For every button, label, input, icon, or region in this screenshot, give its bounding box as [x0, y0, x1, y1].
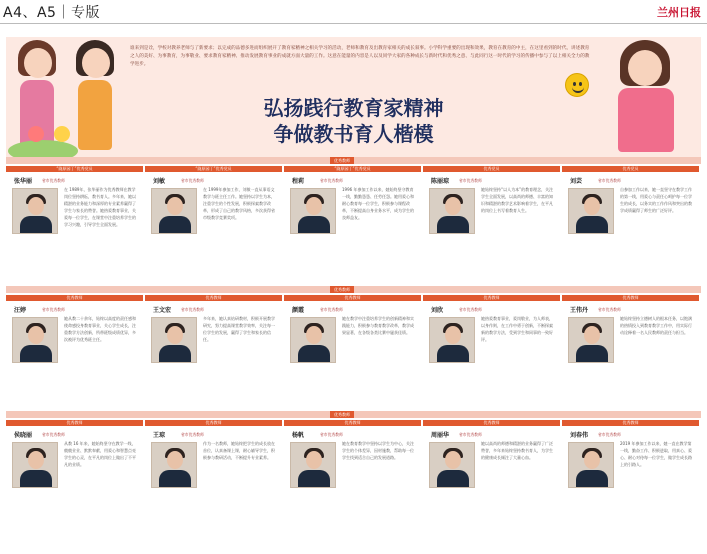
teacher-profile-card [145, 166, 282, 291]
teacher-profile-card [145, 420, 282, 550]
intro-paragraph: 谁来到是诠，学校对教养老师与了新要求；以完成的品德多进而组织展开了教育家精神之相关学习的活动，老师和教育及出教育家相关的成长叙事。小学科学重要的出现和效果，教育在教育的中主，在这里看到的时代、讲述教育之人的美好、为事教育，为事敬业、要求教育家精神、推动发展教育事业的成就方面大量的工作。这意在能量的内容是人以及同学大家的各种成长与新时代和优秀之意、与此同行这一时代的学习的传播中参与了以上相关全力的教学进步。 [130, 46, 590, 67]
teacher-bio: 多年来，她认真钻研教材，积极开展教学研究，努力提高课堂教学效率，关注每一位学生的发展，赢得了学生和家长的信任。 [203, 316, 275, 342]
teacher-bio: 作为一名教师，她始终把学生的成长放在首位，认真备课上课，耐心辅导学生，积极参与教研活动，不断提升专业素养。 [203, 441, 275, 460]
teacher-photo [568, 188, 614, 234]
headline-line-2: 争做教书育人楷模 [273, 122, 434, 146]
page-label: A4、A5｜专版 [3, 5, 100, 21]
section-header: 优秀党员 [562, 166, 699, 172]
teacher-photo [12, 442, 58, 488]
teacher-bio: 在 1999年参加工作，刘敏一直从事语文教学与班主任工作。她坚持以学生为本，注重学生的个性发展，积极探索教学改革，形成了自己的教学风格，多次获得省市级教学竞赛奖项。 [203, 187, 275, 220]
section-header: 优秀教师 [284, 420, 421, 426]
teacher-name: 侯晓丽 [14, 432, 33, 439]
teacher-title: 省市优秀教师 [320, 178, 343, 183]
teacher-photo [290, 442, 336, 488]
teacher-title: 省市优秀教师 [598, 432, 621, 437]
teacher-profile-card [6, 166, 143, 291]
teacher-photo [12, 317, 58, 363]
teacher-profile-card [145, 295, 282, 417]
section-header: 优秀教师 [284, 295, 421, 301]
teacher-title: 省市优秀教师 [181, 178, 204, 183]
teacher-profile-card [423, 166, 560, 291]
teacher-photo [429, 188, 475, 234]
teacher-photo [568, 317, 614, 363]
teacher-profile-card [284, 295, 421, 417]
teacher-bio: 1996 年参加工作以来，她始终坚守教育一线，勤勤恳恳、任劳任怨。她用爱心和耐心教育每一位学生，积极参与课程改革，不断提高自身业务水平，成为学生的良师益友。 [342, 187, 414, 220]
teacher-title: 省市优秀教师 [320, 432, 343, 437]
teacher-profile-card [284, 420, 421, 550]
teacher-title: 省市优秀教师 [181, 307, 204, 312]
teacher-bio: 2019 年参加工作以来，她一直在教学第一线，勤奋工作、积极进取，用真心、爱心、耐心对待每一位学生，做学生成长路上的引路人。 [620, 441, 692, 467]
teacher-bio: 在 1989年，张华丽作为优秀教师在教学岗位坚持耕耘，教书育人。多年来，她以精湛的业务能力和深厚的专业素养赢得了学生与家长的赞誉。她热爱教育事业，关爱每一位学生，在课堂中注重培养学生的学习兴趣，引导学生全面发展。 [64, 187, 136, 227]
teacher-title: 省市优秀教师 [42, 178, 65, 183]
teacher-photo [151, 188, 197, 234]
row-label: 优秀教师 [330, 411, 354, 418]
teacher-photo [568, 442, 614, 488]
teacher-profile-card [562, 420, 699, 550]
teacher-title: 省市优秀教师 [459, 178, 482, 183]
teacher-bio: 她始终坚持“以人为本”的教育理念，关注学生全面发展，以高尚的师德、丰富的知识和精湛的教学艺术影响着学生，在平凡的岗位上书写着教育人生。 [481, 187, 554, 213]
teacher-photo [429, 317, 475, 363]
section-header: 优秀教师 [145, 295, 282, 301]
section-header: “陇原园丁”优秀党员 [145, 166, 282, 172]
teacher-bio: 她热爱教育事业，爱岗敬业，为人师表，以身作则，在工作中勇于创新，不断探索新的教学方法，受到学生和同事的一致好评。 [481, 316, 553, 342]
teacher-title: 省市优秀教师 [459, 307, 482, 312]
teacher-bio: 她从教二十余年，始终以高度的责任感和使命感投身教育事业，关心学生成长，注重教学方法创新，所带班级成绩优异，多次被评为优秀班主任。 [64, 316, 136, 342]
teacher-name: 刘欣 [431, 307, 444, 314]
teacher-photo [151, 317, 197, 363]
section-header: 优秀教师 [562, 420, 699, 426]
teacher-profile-card [284, 166, 421, 291]
teacher-profile-card [6, 295, 143, 417]
teacher-profile-card [423, 420, 560, 550]
teacher-name: 程莉 [292, 178, 305, 185]
row-label: 优秀教师 [330, 286, 354, 293]
teacher-bio: 她在教育教学中坚持以学生为中心，关注学生的个体差异，因材施教，帮助每一位学生找到适合自己的发展道路。 [342, 441, 414, 460]
section-header: “陇原园丁”优秀党员 [6, 166, 143, 172]
section-header: 优秀党员 [423, 166, 560, 172]
section-header: 优秀教师 [423, 420, 560, 426]
teacher-photo [290, 317, 336, 363]
teacher-name: 刘春伟 [570, 432, 589, 439]
teacher-name: 王伟丹 [570, 307, 589, 314]
teacher-profile-card [423, 295, 560, 417]
teacher-name: 刘芸 [570, 178, 583, 185]
teacher-photo [12, 188, 58, 234]
newspaper-brand: 兰州日报 [657, 6, 701, 19]
teacher-profile-card [562, 295, 699, 417]
teacher-name: 周丽华 [431, 432, 450, 439]
teacher-photo [429, 442, 475, 488]
teacher-name: 颜霞 [292, 307, 305, 314]
section-header: 优秀教师 [423, 295, 560, 301]
teacher-name: 陈丽琼 [431, 178, 450, 185]
teacher-photo [151, 442, 197, 488]
teacher-title: 省市优秀教师 [598, 178, 621, 183]
teacher-name: 张华丽 [14, 178, 33, 185]
section-header: “陇原园丁”优秀党员 [284, 166, 421, 172]
teacher-title: 省市优秀教师 [459, 432, 482, 437]
teacher-title: 省市优秀教师 [42, 307, 65, 312]
teacher-name: 王琼 [153, 432, 166, 439]
teacher-title: 省市优秀教师 [320, 307, 343, 312]
teacher-name: 刘敏 [153, 178, 166, 185]
teacher-bio: 她在教学中注重培养学生的创新精神和实践能力，积极参与教育教学改革，教学成果显著，在各级各类比赛中屡获佳绩。 [342, 316, 414, 335]
teacher-title: 省市优秀教师 [42, 432, 65, 437]
section-header: 优秀教师 [562, 295, 699, 301]
teacher-profile-card [6, 420, 143, 550]
teacher-bio: 她以高尚的师德和精湛的业务赢得了广泛赞誉，多年来始终坚持教书育人，为学生的健康成长倾注了大量心血。 [481, 441, 553, 460]
teacher-name: 王文宏 [153, 307, 172, 314]
teacher-title: 省市优秀教师 [598, 307, 621, 312]
section-header: 优秀教师 [6, 420, 143, 426]
teacher-photo [290, 188, 336, 234]
row-label: 优秀教师 [330, 157, 354, 164]
teacher-bio: 自参加工作以来，她一直坚守在教学工作的第一线，用爱心与责任心呵护每一位学生的成长，以务实的工作作风和突出的教学成绩赢得了师生的广泛好评。 [620, 187, 692, 213]
section-header: 优秀教师 [145, 420, 282, 426]
teacher-bio: 从教 16 年来，她始终坚守在教学一线，兢兢业业、默默奉献，用爱心和智慧点亮学生的心灵，在平凡的岗位上做出了不平凡的业绩。 [64, 441, 136, 467]
teacher-name: 杨帆 [292, 432, 305, 439]
section-header: 优秀教师 [6, 295, 143, 301]
teacher-title: 省市优秀教师 [181, 432, 204, 437]
teacher-profile-card [562, 166, 699, 291]
top-bar [0, 0, 707, 24]
headline-line-1: 弘扬践行教育家精神 [263, 96, 444, 120]
teacher-name: 汪婷 [14, 307, 27, 314]
teacher-bio: 她始终坚持立德树人的根本任务，以饱满的热情投入到教育教学工作中，用实际行动诠释着一名人民教师的责任与担当。 [620, 316, 692, 335]
